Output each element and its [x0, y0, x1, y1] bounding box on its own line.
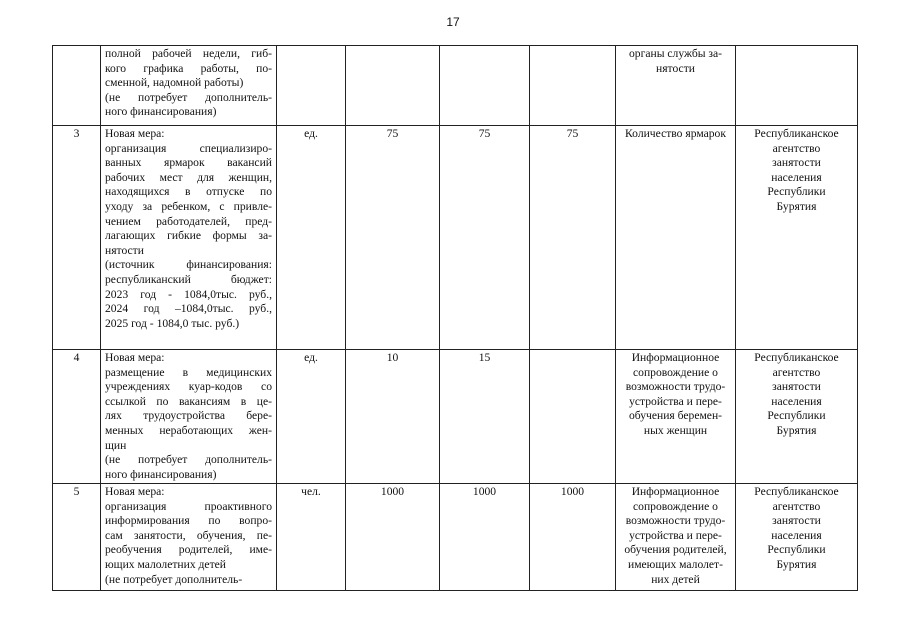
measure-line: (не потребует дополнитель-: [105, 90, 272, 104]
value-2024: 1000: [440, 484, 530, 591]
responsible-line: Республики: [767, 543, 826, 557]
value-2025: [530, 46, 616, 126]
value-2023: [346, 46, 440, 126]
row-number: 3: [53, 126, 101, 350]
value-2023: 75: [346, 126, 440, 350]
responsible-line: Республиканское: [754, 485, 839, 498]
table-row: [53, 350, 858, 484]
measure-line: учреждениях куар-кодов со: [105, 380, 272, 394]
measure-line: (не потребует дополнитель-: [105, 572, 243, 586]
responsible-line: Бурятия: [776, 199, 817, 213]
measure-line: находящихся в отпуске по: [105, 185, 272, 199]
row-number: [53, 46, 101, 126]
measure-line: республиканский бюджет:: [105, 272, 272, 286]
measure-line: информирования по вопро-: [105, 514, 272, 528]
value-2023: 10: [346, 350, 440, 484]
responsible-line: Республики: [767, 185, 826, 199]
measure-description: [101, 126, 277, 350]
row-number: 5: [53, 484, 101, 591]
indicator-line: возможности трудо-: [625, 380, 726, 394]
measure-line: Новая мера:: [105, 351, 165, 364]
result-indicator: [616, 46, 736, 126]
indicator-line: сопровождение о: [633, 499, 718, 513]
measure-line: организация специализиро-: [105, 141, 272, 155]
measure-line: 2023 год - 1084,0тыс. руб.,: [105, 287, 272, 301]
responsible-line: населения: [771, 528, 822, 542]
measure-line: нятости: [105, 243, 144, 257]
indicator-line: обучения беремен-: [628, 409, 723, 423]
value-2023: 1000: [346, 484, 440, 591]
indicator-line: возможности трудо-: [625, 514, 726, 528]
table-row: [53, 484, 858, 591]
measure-line: ссылкой по вакансиям в це-: [105, 394, 272, 408]
responsible-line: агентство: [772, 141, 821, 155]
measure-line: организация проактивного: [105, 499, 272, 513]
row-number: 4: [53, 350, 101, 484]
page-number: 17: [446, 15, 460, 29]
value-2024: 75: [440, 126, 530, 350]
responsible-line: Республиканское: [754, 127, 839, 140]
measures-table: [52, 45, 858, 591]
measure-line: реобучения родителей, име-: [105, 543, 272, 557]
measure-line: Новая мера:: [105, 127, 165, 140]
table-row: [53, 46, 858, 126]
measure-line: сам занятости, обучения, пе-: [105, 528, 272, 542]
value-2025: [530, 350, 616, 484]
measure-line: (источник финансирования:: [105, 258, 272, 272]
measure-line: кого графика работы, по-: [105, 61, 272, 75]
responsible-executor: [736, 126, 858, 350]
responsible-line: населения: [771, 394, 822, 408]
value-2025: 75: [530, 126, 616, 350]
measure-line: ванных ярмарок вакансий: [105, 156, 272, 170]
measure-description: [101, 484, 277, 591]
table-row: [53, 126, 858, 350]
responsible-line: Республики: [767, 409, 826, 423]
measure-line: размещение в медицинских: [105, 365, 272, 379]
indicator-line: них детей: [651, 572, 700, 586]
indicator-line: органы службы за-: [629, 47, 722, 60]
responsible-line: Бурятия: [776, 423, 817, 437]
unit-of-measure: ед.: [277, 350, 346, 484]
indicator-line: ных женщин: [643, 423, 708, 437]
result-indicator: [616, 350, 736, 484]
measure-line: уходу за ребенком, с привле-: [105, 199, 272, 213]
result-indicator: [616, 126, 736, 350]
measure-line: (не потребует дополнитель-: [105, 453, 272, 467]
measure-line: менных неработающих жен-: [105, 423, 272, 437]
unit-of-measure: [277, 46, 346, 126]
unit-of-measure: чел.: [277, 484, 346, 591]
table-body: [53, 46, 858, 591]
responsible-executor: [736, 46, 858, 126]
measure-line: ного финансирования): [105, 467, 217, 481]
measure-line: ющих малолетних детей: [105, 557, 226, 571]
measure-line: полной рабочей недели, гиб-: [105, 47, 272, 60]
measure-line: лях трудоустройства бере-: [105, 409, 272, 423]
measure-line: 2024 год –1084,0тыс. руб.,: [105, 302, 272, 316]
value-2025: 1000: [530, 484, 616, 591]
responsible-line: Бурятия: [776, 557, 817, 571]
measure-description: [101, 350, 277, 484]
measure-line: лагающих гибкие формы за-: [105, 229, 272, 243]
indicator-line: нятости: [656, 61, 695, 75]
unit-of-measure: ед.: [277, 126, 346, 350]
responsible-executor: [736, 484, 858, 591]
measure-line: Новая мера:: [105, 485, 165, 498]
responsible-line: занятости: [772, 156, 821, 170]
responsible-line: Республиканское: [754, 351, 839, 364]
measure-line: сменной, надомной работы): [105, 76, 244, 90]
responsible-line: населения: [771, 170, 822, 184]
value-2024: [440, 46, 530, 126]
result-indicator: [616, 484, 736, 591]
measure-line: щин: [105, 438, 127, 452]
measure-line: рабочих мест для женщин,: [105, 170, 272, 184]
indicator-line: Количество ярмарок: [625, 127, 726, 140]
indicator-line: имеющих малолет-: [628, 557, 723, 571]
indicator-line: обучения родителей,: [624, 543, 727, 557]
measure-line: ного финансирования): [105, 105, 217, 119]
indicator-line: устройства и пере-: [629, 394, 722, 408]
indicator-line: Информационное: [631, 485, 720, 498]
responsible-line: агентство: [772, 365, 821, 379]
responsible-line: занятости: [772, 514, 821, 528]
indicator-line: устройства и пере-: [629, 528, 722, 542]
responsible-executor: [736, 350, 858, 484]
responsible-line: агентство: [772, 499, 821, 513]
measure-line: чением работодателей, пред-: [105, 214, 272, 228]
indicator-line: Информационное: [631, 351, 720, 364]
responsible-line: занятости: [772, 380, 821, 394]
measure-line: 2025 год - 1084,0 тыс. руб.): [105, 316, 240, 330]
value-2024: 15: [440, 350, 530, 484]
indicator-line: сопровождение о: [633, 365, 718, 379]
measure-description: [101, 46, 277, 126]
